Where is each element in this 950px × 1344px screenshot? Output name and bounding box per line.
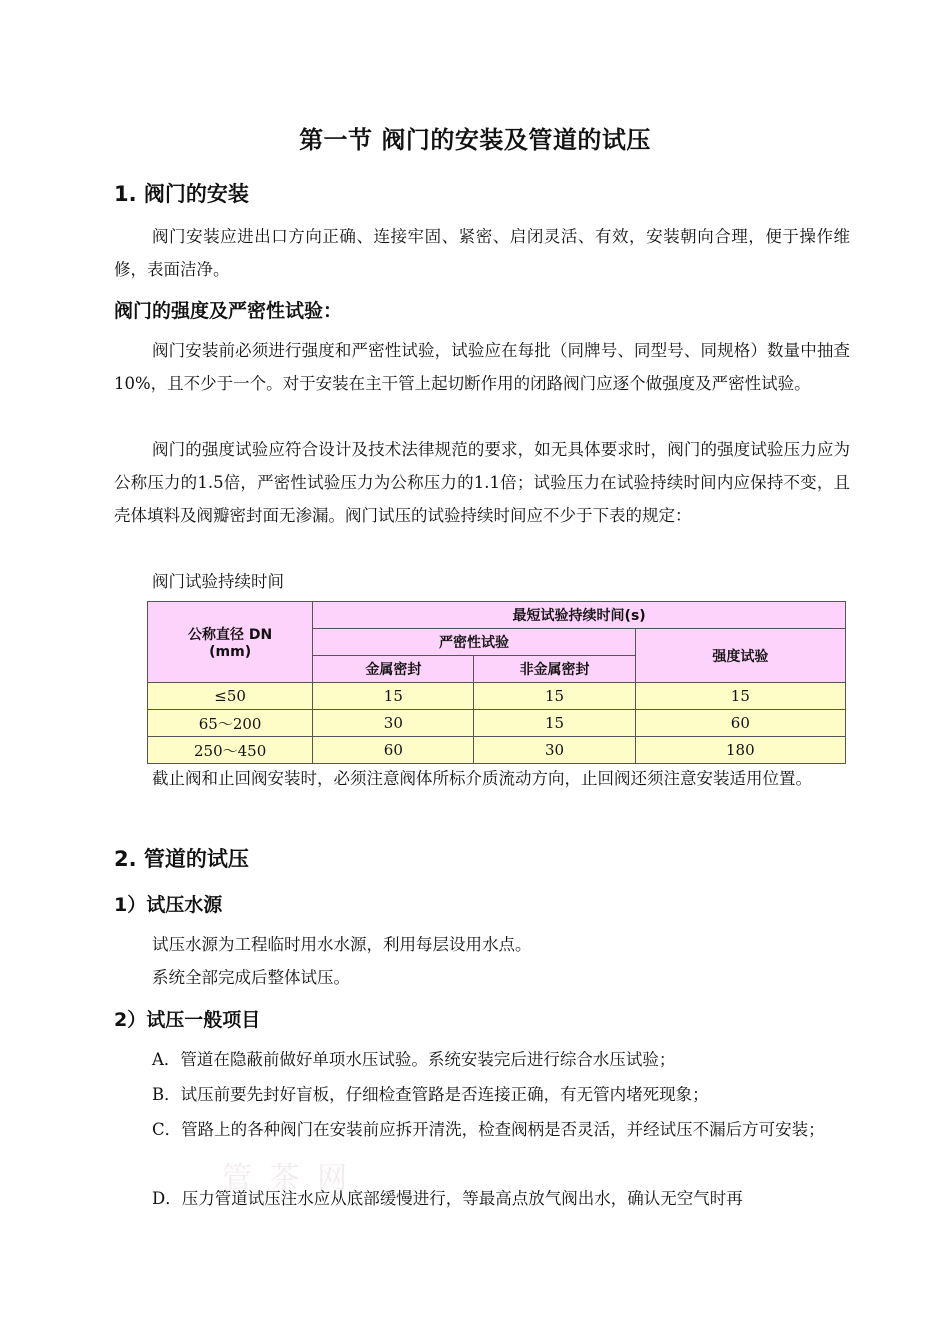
list-item-b: B．试压前要先封好盲板，仔细检查管路是否连接正确，有无管内堵死现象； xyxy=(152,1085,709,1104)
section1-paragraph-strength: 阀门的强度试验应符合设计及技术法律规范的要求，如无具体要求时，阀门的强度试验压力应为公称压力的1.5倍，严密性试验压力为公称压力的1.1倍；试验压力在试验持续时间内应保持不变，且壳体填料及阀瓣密封面无渗漏。阀门试压的试验持续时间应不少于下表的规定： xyxy=(114,440,850,525)
list-item-d: D．压力管道试压注水应从底部缓慢进行，等最高点放气阀出水，确认无空气时再 xyxy=(152,1189,743,1208)
table-cell-strength: 180 xyxy=(635,737,845,764)
section1-paragraph-install: 阀门安装应进出口方向正确、连接牢固、紧密、启闭灵活、有效，安装朝向合理，便于操作维修，表面洁净。 xyxy=(114,227,850,279)
table-cell-metal: 30 xyxy=(313,710,474,737)
table-row xyxy=(148,710,846,737)
table-cell-metal: 60 xyxy=(313,737,474,764)
table-cell-metal: 15 xyxy=(313,683,474,710)
table-header-dn: 公称直径 DN (mm) xyxy=(148,602,313,683)
table-cell-dn: ≤50 xyxy=(148,683,313,710)
water-source-line: 试压水源为工程临时用水水源，利用每层设用水点。 xyxy=(152,935,532,954)
page-title: 第一节 阀门的安装及管道的试压 xyxy=(299,126,651,154)
table-cell-nonmetal: 15 xyxy=(474,710,635,737)
table-cell-strength: 60 xyxy=(635,710,845,737)
table-cell-strength: 15 xyxy=(635,683,845,710)
table-caption: 阀门试验持续时间 xyxy=(152,572,284,591)
table-header-metal-seal: 金属密封 xyxy=(313,656,474,683)
section1-paragraph-check-valve: 截止阀和止回阀安装时，必须注意阀体所标介质流动方向，止回阀还须注意安装适用位置。 xyxy=(152,769,812,788)
section1-paragraph-sampling: 阀门安装前必须进行强度和严密性试验，试验应在每批（同牌号、同型号、同规格）数量中抽查10%，且不少于一个。对于安装在主干管上起切断作用的闭路阀门应逐个做强度及严密性试验。 xyxy=(114,341,850,393)
table-header-nonmetal-seal: 非金属密封 xyxy=(474,656,635,683)
table-cell-nonmetal: 30 xyxy=(474,737,635,764)
table-header-strength: 强度试验 xyxy=(635,629,845,683)
table-cell-dn: 65～200 xyxy=(148,710,313,737)
table-cell-dn: 250～450 xyxy=(148,737,313,764)
table-row xyxy=(148,737,846,764)
section2-sub2-heading: 2）试压一般项目 xyxy=(114,1009,261,1031)
section2-heading: 2. 管道的试压 xyxy=(114,847,249,871)
table-cell-nonmetal: 15 xyxy=(474,683,635,710)
valve-test-duration-table xyxy=(147,601,846,764)
section1-subheading-test: 阀门的强度及严密性试验： xyxy=(114,300,343,322)
watermark-text: 管 茶 网 xyxy=(222,1161,352,1196)
table-header-tightness: 严密性试验 xyxy=(313,629,635,656)
section1-heading: 1. 阀门的安装 xyxy=(114,182,249,206)
section2-sub1-heading: 1）试压水源 xyxy=(114,894,223,916)
table-header-min-time: 最短试验持续时间(s) xyxy=(313,602,846,629)
list-item-a: A．管道在隐蔽前做好单项水压试验。系统安装完后进行综合水压试验； xyxy=(152,1050,676,1069)
list-item-c: C．管路上的各种阀门在安装前应拆开清洗，检查阀柄是否灵活，并经试压不漏后方可安装； xyxy=(152,1120,825,1139)
overall-test-line: 系统全部完成后整体试压。 xyxy=(152,968,350,987)
table-row xyxy=(148,683,846,710)
